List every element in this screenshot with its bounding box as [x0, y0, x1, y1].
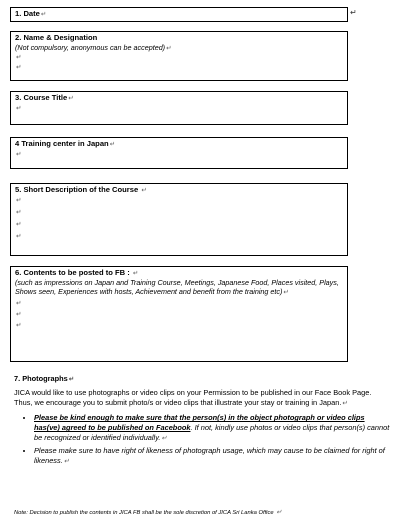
training-center-section	[10, 137, 348, 169]
fb-contents-title: 6. Contents to be posted to FB :	[15, 268, 132, 277]
paragraph-mark-icon: ↵	[16, 299, 22, 307]
name-designation-section	[10, 31, 348, 81]
paragraph-mark-icon: ↵	[16, 104, 22, 112]
consent-alternative: . If not, kindly use photos or video clips that person(s) cannot be recognized or identified individually.	[34, 423, 390, 442]
publication-note	[14, 509, 394, 517]
paragraph-mark-icon: ↵	[276, 509, 282, 516]
name-subtitle: (Not compulsory, anonymous can be accepted)	[15, 42, 166, 52]
paragraph-mark-icon: ↵	[342, 399, 348, 407]
course-title-section	[10, 91, 348, 125]
photo-guideline-item	[34, 413, 390, 443]
paragraph-mark-icon: ↵	[109, 141, 116, 148]
paragraph-mark-icon: ↵	[16, 321, 22, 329]
paragraph-mark-icon: ↵	[63, 457, 70, 465]
fb-contents-subtitle: (such as impressions on Japan and Training Course, Meetings, Japanese Food, Places visited, Plays, Shows seen, Experiences with hosts, Achievement and benefit from the training etc)	[15, 277, 339, 297]
paragraph-mark-icon: ↵	[16, 54, 22, 62]
paragraph-mark-icon: ↵	[16, 196, 22, 204]
photographs-paragraph: JICA would like to use photographs or video clips on your Permission to be published in our Face Book Page. Thus, we encourage you to submit photo/s or video clips that illustrate your stay or training in Japan.	[14, 387, 372, 407]
name-title: 2. Name & Designation	[15, 33, 98, 42]
paragraph-mark-icon: ↵	[68, 376, 75, 383]
photographs-heading: 7. Photographs	[14, 374, 68, 383]
fb-contents-section	[10, 266, 348, 362]
training-center-title: 4 Training center in Japan	[15, 139, 109, 148]
photographs-section	[14, 374, 390, 468]
paragraph-mark-icon: ↵	[16, 220, 22, 228]
course-description-section	[10, 183, 348, 256]
paragraph-mark-icon: ↵	[166, 44, 172, 52]
paragraph-mark-icon: ↵	[283, 289, 289, 297]
paragraph-mark-icon: ↵	[16, 310, 22, 318]
paragraph-mark-icon: ↵	[16, 232, 22, 240]
note-text: Note: Decision to publish the contents in JICA FB shall be the sole discretion of JICA Sri Lanka Office	[14, 510, 274, 516]
paragraph-mark-icon: ↵	[16, 63, 22, 71]
paragraph-mark-icon: ↵	[350, 8, 357, 17]
paragraph-mark-icon: ↵	[16, 208, 22, 216]
paragraph-mark-icon: ↵	[68, 95, 74, 102]
paragraph-mark-icon: ↵	[132, 270, 139, 277]
likeness-rights: Please make sure to have right of likeness of photograph usage, which may cause to be claimed for right of likeness.	[34, 445, 385, 465]
photo-guidelines-list	[14, 413, 390, 466]
date-title: 1. Date	[15, 9, 40, 18]
photo-guideline-item	[34, 446, 390, 467]
paragraph-mark-icon: ↵	[141, 187, 147, 194]
paragraph-mark-icon: ↵	[40, 11, 47, 18]
consent-requirement: Please be kind enough to make sure that the person(s) in the object photograph or video clips has(ve) agreed to be published on Facebook	[34, 413, 365, 433]
course-title: 3. Course Title	[15, 93, 68, 102]
date-section	[10, 7, 348, 22]
course-description-title: 5. Short Description of the Course	[15, 185, 141, 194]
paragraph-mark-icon: ↵	[161, 434, 167, 442]
paragraph-mark-icon: ↵	[16, 150, 22, 158]
